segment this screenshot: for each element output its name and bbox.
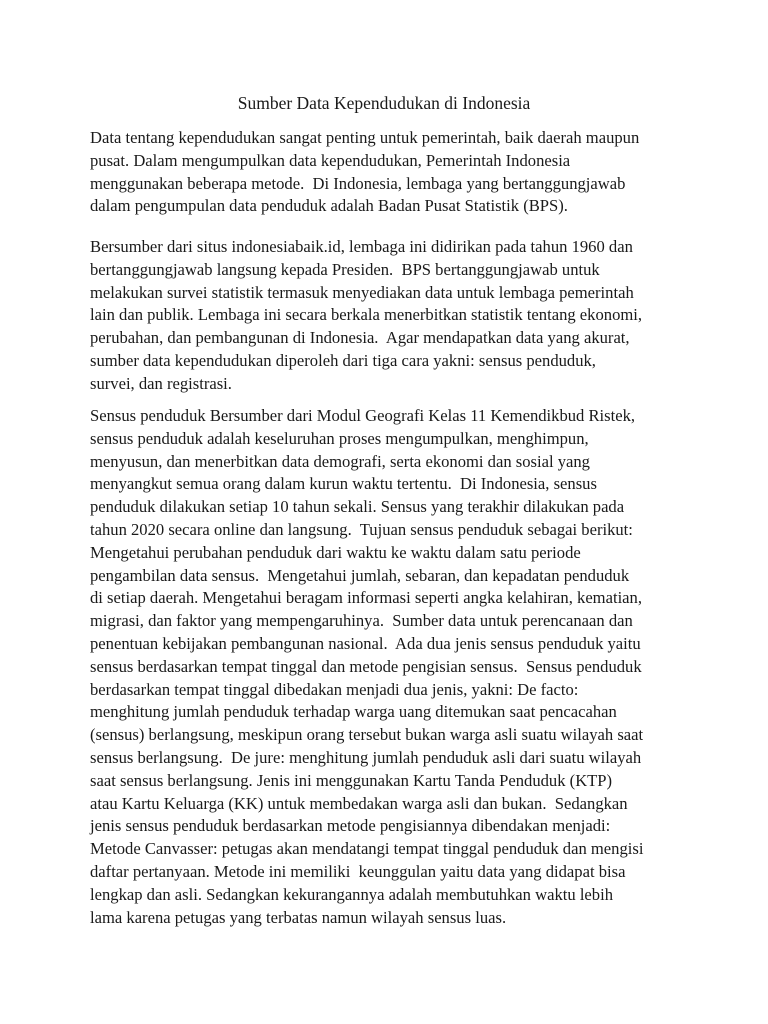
paragraph-bps: Bersumber dari situs indonesiabaik.id, lembaga ini didirikan pada tahun 1960 dan bertanggungjawab langsung kepada Presiden. BPS bertanggungjawab untuk melakukan survei statistik termasuk menyediakan data untuk lembaga pemerintah lain dan publik. Lembaga ini secara berkala menerbitkan statistik tentang ekonomi, perubahan, dan pembangunan di Indonesia. Agar mendapatkan data yang akurat, sumber data kependudukan diperoleh dari tiga cara yakni: sensus penduduk, survei, dan registrasi.	[90, 237, 643, 393]
paragraph-intro: Data tentang kependudukan sangat penting untuk pemerintah, baik daerah maupun pusat. Dalam mengumpulkan data kependudukan, Pemerintah Indonesia menggunakan beberapa metode. Di Indonesia, lembaga yang bertanggungjawab dalam pengumpulan data penduduk adalah Badan Pusat Statistik (BPS).	[90, 128, 640, 216]
document-title: Sumber Data Kependudukan di Indonesia	[237, 93, 531, 113]
paragraph-sensus: Sensus penduduk Bersumber dari Modul Geografi Kelas 11 Kemendikbud Ristek, sensus penduduk adalah keseluruhan proses mengumpulkan, menghimpun, menyusun, dan menerbitkan data demografi, serta ekonomi dan sosial yang menyangkut semua orang dalam kurun waktu tertentu. Di Indonesia, sensus penduduk dilakukan setiap 10 tahun sekali. Sensus yang terakhir dilakukan pada tahun 2020 secara online dan langsung. Tujuan sensus penduduk sebagai berikut: Mengetahui perubahan penduduk dari waktu ke waktu dalam satu periode pengambilan data sensus. Mengetahui jumlah, sebaran, dan kepadatan penduduk di setiap daerah. Mengetahui beragam informasi seperti angka kelahiran, kematian, migrasi, dan faktor yang mempengaruhinya. Sumber data untuk perencanaan dan penentuan kebijakan pembangunan nasional. Ada dua jenis sensus penduduk yaitu sensus berdasarkan tempat tinggal dan metode pengisian sensus. Sensus penduduk berdasarkan tempat tinggal dibedakan menjadi dua jenis, yakni: De facto: menghitung jumlah penduduk terhadap warga uang ditemukan saat pencacahan (sensus) berlangsung, meskipun orang tersebut bukan warga asli suatu wilayah saat sensus berlangsung. De jure: menghitung jumlah penduduk asli dari suatu wilayah saat sensus berlangsung. Jenis ini menggunakan Kartu Tanda Penduduk (KTP) atau Kartu Keluarga (KK) untuk membedakan warga asli dan bukan. Sedangkan jenis sensus penduduk berdasarkan metode pengisiannya dibendakan menjadi: Metode Canvasser: petugas akan mendatangi tempat tinggal penduduk dan mengisi daftar pertanyaan. Metode ini memiliki keunggulan yaitu data yang didapat bisa lengkap dan asli. Sedangkan kekurangannya adalah membutuhkan waktu lebih lama karena petugas yang terbatas namun wilayah sensus luas.	[90, 406, 644, 927]
